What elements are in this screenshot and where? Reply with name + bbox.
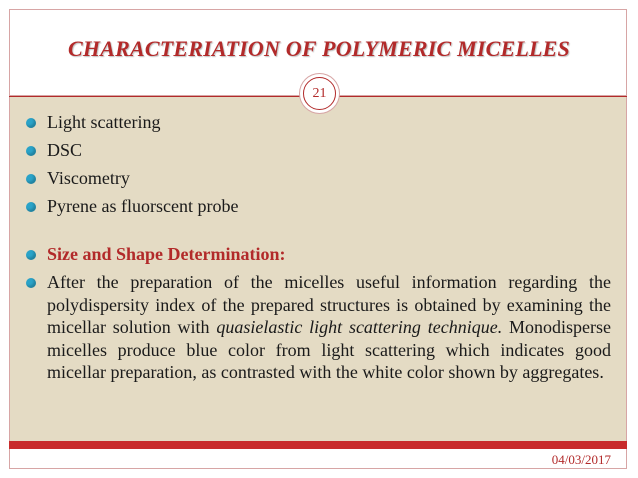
- bullet-list: [26, 111, 611, 384]
- paragraph-text: After the preparation of the micelles useful information regarding the polydispersity index of the prepared structures is obtained by examining the micellar solution with: [47, 272, 611, 337]
- list-item: [26, 139, 611, 167]
- footer-accent-bar: [9, 441, 627, 449]
- list-item: [26, 243, 611, 271]
- paragraph-italic: quasielastic light scattering technique.: [216, 317, 503, 337]
- footer-frame: [9, 449, 627, 469]
- list-item-text: Viscometry: [47, 168, 130, 188]
- list-item: [26, 271, 611, 384]
- bullet-dot-icon: [26, 250, 36, 260]
- list-item-text: Pyrene as fluorscent probe: [47, 196, 239, 216]
- page-number-badge: 21: [303, 77, 336, 110]
- list-item-text: Light scattering: [47, 112, 161, 132]
- paragraph-text-cont: Monodisperse micelles produce blue color from light scattering which indicates good micellar preparation, as contrasted with the white color shown by aggregates.: [47, 317, 611, 382]
- bullet-dot-icon: [26, 202, 36, 212]
- list-item: [26, 195, 611, 223]
- bullet-dot-icon: [26, 174, 36, 184]
- slide-title: CHARACTERIATION OF POLYMERIC MICELLES: [68, 36, 570, 61]
- bullet-dot-icon: [26, 278, 36, 288]
- list-item-text: DSC: [47, 140, 83, 160]
- slide-date: 04/03/2017: [551, 452, 611, 467]
- list-item: [26, 167, 611, 195]
- bullet-dot-icon: [26, 118, 36, 128]
- list-item: [26, 111, 611, 139]
- section-heading: Size and Shape Determination:: [47, 244, 286, 264]
- bullet-dot-icon: [26, 146, 36, 156]
